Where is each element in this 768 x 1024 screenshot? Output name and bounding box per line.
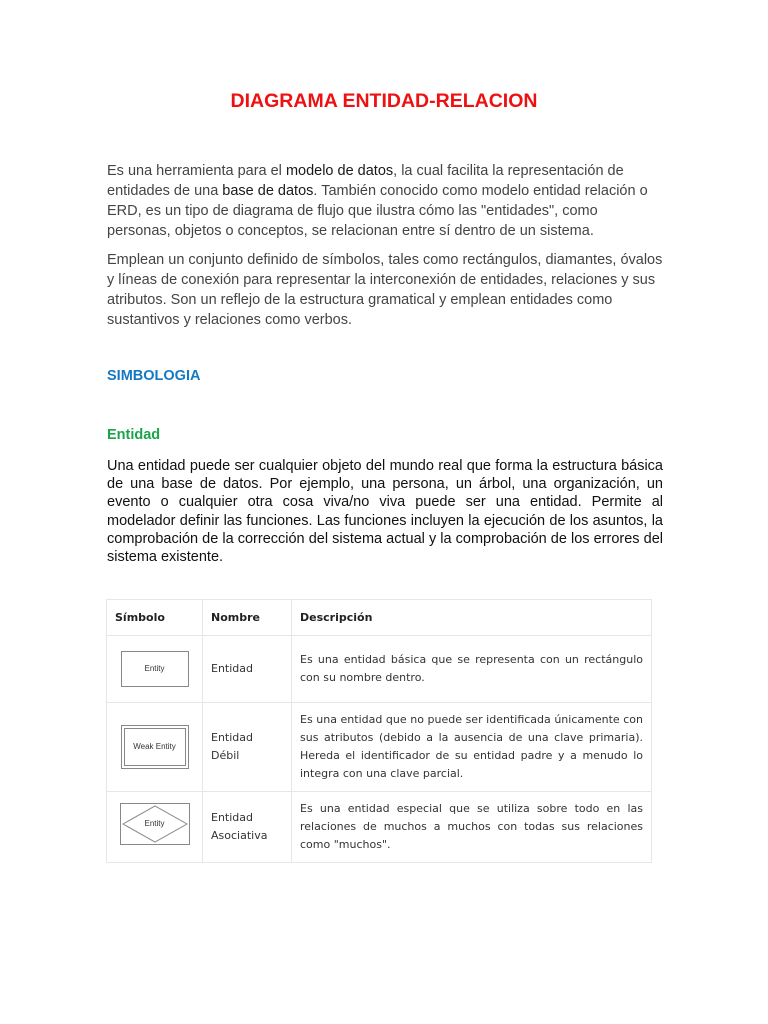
entity-paragraph: Una entidad puede ser cualquier objeto del mundo real que forma la estructura básica de una base de datos. Por ejemplo, una persona, un árbol, una organización, un evento o cualquier otra cosa viva/no viva puede ser una entidad. Permite al modelador definir las funciones. Las funciones incluyen la ejecución de los asuntos, la comprobación de la corrección del sistema actual y la comprobación de los errores del sistema existente. bbox=[107, 458, 663, 566]
descripcion-cell: Es una entidad básica que se representa con un rectángulo con su nombre dentro. bbox=[292, 636, 652, 703]
entity-rectangle-symbol bbox=[121, 651, 189, 687]
nombre-cell: Entidad Débil bbox=[203, 703, 292, 792]
nombre-cell: Entidad Asociativa bbox=[203, 792, 292, 863]
section-heading-simbologia: SIMBOLOGIA bbox=[107, 368, 201, 384]
weak-entity-double-rectangle-symbol bbox=[121, 725, 189, 769]
header-descripcion: Descripción bbox=[292, 600, 652, 636]
table-row bbox=[107, 792, 652, 863]
link-modelo-de-datos[interactable]: modelo de datos bbox=[285, 163, 394, 179]
symbol-table bbox=[106, 599, 652, 863]
table-row bbox=[107, 703, 652, 792]
document-title: DIAGRAMA ENTIDAD-RELACION bbox=[230, 90, 538, 112]
symbol-label: Weak Entity bbox=[133, 742, 176, 751]
symbol-label: Entity bbox=[144, 664, 165, 673]
link-base-de-datos[interactable]: base de datos bbox=[222, 183, 314, 199]
symbol-cell bbox=[107, 792, 203, 863]
symbol-cell bbox=[107, 703, 203, 792]
descripcion-cell: Es una entidad especial que se utiliza sobre todo en las relaciones de muchos a muchos con todas sus relaciones como "muchos". bbox=[292, 792, 652, 863]
subheading-entidad: Entidad bbox=[107, 427, 161, 443]
header-simbolo: Símbolo bbox=[107, 600, 203, 636]
intro-paragraph-1 bbox=[107, 161, 663, 241]
symbol-label: Entity bbox=[144, 819, 165, 828]
header-nombre: Nombre bbox=[203, 600, 292, 636]
table-header-row bbox=[107, 600, 652, 636]
intro-text-a: Es una herramienta para el bbox=[107, 163, 286, 179]
nombre-cell: Entidad bbox=[203, 636, 292, 703]
associative-entity-symbol bbox=[120, 803, 190, 845]
intro-paragraph-2: Emplean un conjunto definido de símbolos, tales como rectángulos, diamantes, óvalos y líneas de conexión para representar la interconexión de entidades, relaciones y sus atributos. Son un reflejo de la estructura gramatical y emplean entidades como sustantivos y relaciones como verbos. bbox=[107, 252, 663, 328]
intro-text-b: , la cual facilita la representación de entidades de una bbox=[107, 163, 624, 199]
weak-entity-inner-rectangle bbox=[124, 728, 186, 766]
intro-text-c: . También conocido como modelo entidad relación o ERD, es un tipo de diagrama de flujo que ilustra cómo las "entidades", como personas, objetos o conceptos, se relacionan entre sí dentro de un sistema. bbox=[107, 183, 648, 239]
table-row bbox=[107, 636, 652, 703]
descripcion-cell: Es una entidad que no puede ser identificada únicamente con sus atributos (debido a la ausencia de una clave primaria). Hereda el identificador de su entidad padre y a menudo lo integra con una clave parcial. bbox=[292, 703, 652, 792]
symbol-cell bbox=[107, 636, 203, 703]
